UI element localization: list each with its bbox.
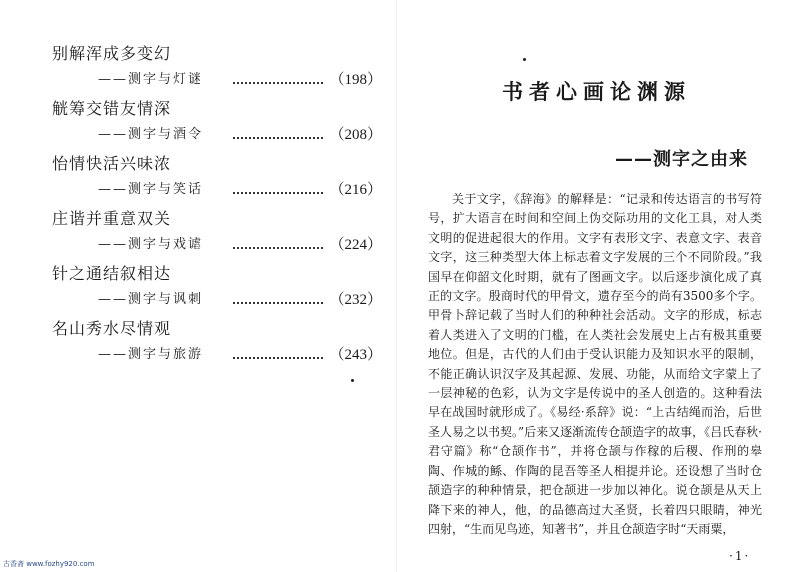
toc-entry-subtitle-line bbox=[98, 71, 382, 89]
dot-leader bbox=[233, 302, 323, 304]
toc-entry bbox=[52, 44, 382, 99]
toc-entry bbox=[52, 264, 382, 319]
toc-entry-title: 名山秀水尽情观 bbox=[52, 319, 172, 338]
toc-entry-page: （232） bbox=[329, 292, 382, 308]
dot-leader bbox=[233, 247, 323, 249]
page-number: ·1· bbox=[729, 549, 751, 563]
toc-entry bbox=[52, 154, 382, 209]
toc-entry-title: 觥筹交错友情深 bbox=[52, 99, 172, 118]
toc-entry-subtitle: ——测字与旅游 bbox=[98, 347, 204, 362]
toc-entry-subtitle-line bbox=[98, 346, 382, 364]
chapter-body-text: 关于文字，《辞海》的解释是：“记录和传达语言的书写符号，扩大语言在时间和空间上伪交际功用的文化工具，对人类文明的促进起很大的作用。文字有表形文字、表意文字、表音文字，这三种类型大体上标志着文字发展的三个不同阶段。”我国早在仰韶文化时期，就有了图画文字。以后逐步演化成了真正的文字。殷商时代的甲骨文，遗存至今的尚有3500多个字。甲骨卜辞记载了当时人们的种种社会活动。文字的形成，标志着人类进入了文明的门槛，在人类社会发展史上占有极其重要地位。但是，古代的人们由于受认识能力及知识水平的限制，不能正确认识汉字及其起源、发展、功能，从而给文字蒙上了一层神秘的色彩，认为文字是传说中的圣人创造的。这种看法早在战国时就形成了。《易经·系辞》说：“上古结绳而治，后世圣人易之以书契。”后来又逐渐流传仓颉造字的故事，《吕氏春秋·君守篇》称“仓颉作书”，并将仓颉与作稼的后稷、作刑的皋陶、作城的鲧、作陶的昆吾等圣人相提并论。还设想了当时仓颉造字的种种情景，把仓颉进一步加以神化。说仓颉是从天上降下来的神人，他，的品德高过大圣贤，长着四只眼睛，神光四射，“生而见鸟迹，知著书”，并且仓颉造字时“天雨粟， bbox=[428, 192, 762, 536]
table-of-contents bbox=[52, 44, 382, 374]
toc-entry-subtitle-line bbox=[98, 181, 382, 199]
chapter-subtitle: ——测字之由来 bbox=[615, 149, 748, 170]
toc-entry-subtitle-line bbox=[98, 291, 382, 309]
toc-entry-title: 针之通结叙相达 bbox=[52, 264, 172, 283]
toc-entry bbox=[52, 99, 382, 154]
toc-entry bbox=[52, 209, 382, 264]
chapter-title: 书者心画论渊源 bbox=[502, 80, 691, 104]
toc-entry-page: （224） bbox=[329, 237, 382, 253]
toc-entry-page: （216） bbox=[329, 182, 382, 198]
print-speck bbox=[351, 379, 354, 382]
site-watermark: 古香斋 www.fozhy920.com bbox=[3, 560, 95, 568]
toc-entry-subtitle-line bbox=[98, 126, 382, 144]
toc-entry-title: 别解浑成多变幻 bbox=[52, 44, 172, 63]
toc-entry-subtitle: ——测字与酒令 bbox=[98, 127, 204, 142]
dot-leader bbox=[233, 357, 323, 359]
toc-entry-title: 怡情快活兴味浓 bbox=[52, 154, 172, 173]
toc-entry-subtitle-line bbox=[98, 236, 382, 254]
toc-entry-subtitle: ——测字与戏谑 bbox=[98, 237, 204, 252]
toc-entry-page: （198） bbox=[329, 72, 382, 88]
toc-entry bbox=[52, 319, 382, 374]
toc-entry-subtitle: ——测字与笑话 bbox=[98, 182, 204, 197]
dot-leader bbox=[233, 137, 323, 139]
page-gutter bbox=[396, 0, 397, 572]
dot-leader bbox=[233, 192, 323, 194]
toc-entry-page: （243） bbox=[329, 347, 382, 363]
toc-entry-subtitle: ——测字与讽刺 bbox=[98, 292, 204, 307]
toc-entry-title: 庄谐并重意双关 bbox=[52, 209, 172, 228]
print-speck bbox=[523, 58, 526, 61]
toc-entry-page: （208） bbox=[329, 127, 382, 143]
toc-entry-subtitle: ——测字与灯谜 bbox=[98, 72, 204, 87]
dot-leader bbox=[233, 82, 323, 84]
